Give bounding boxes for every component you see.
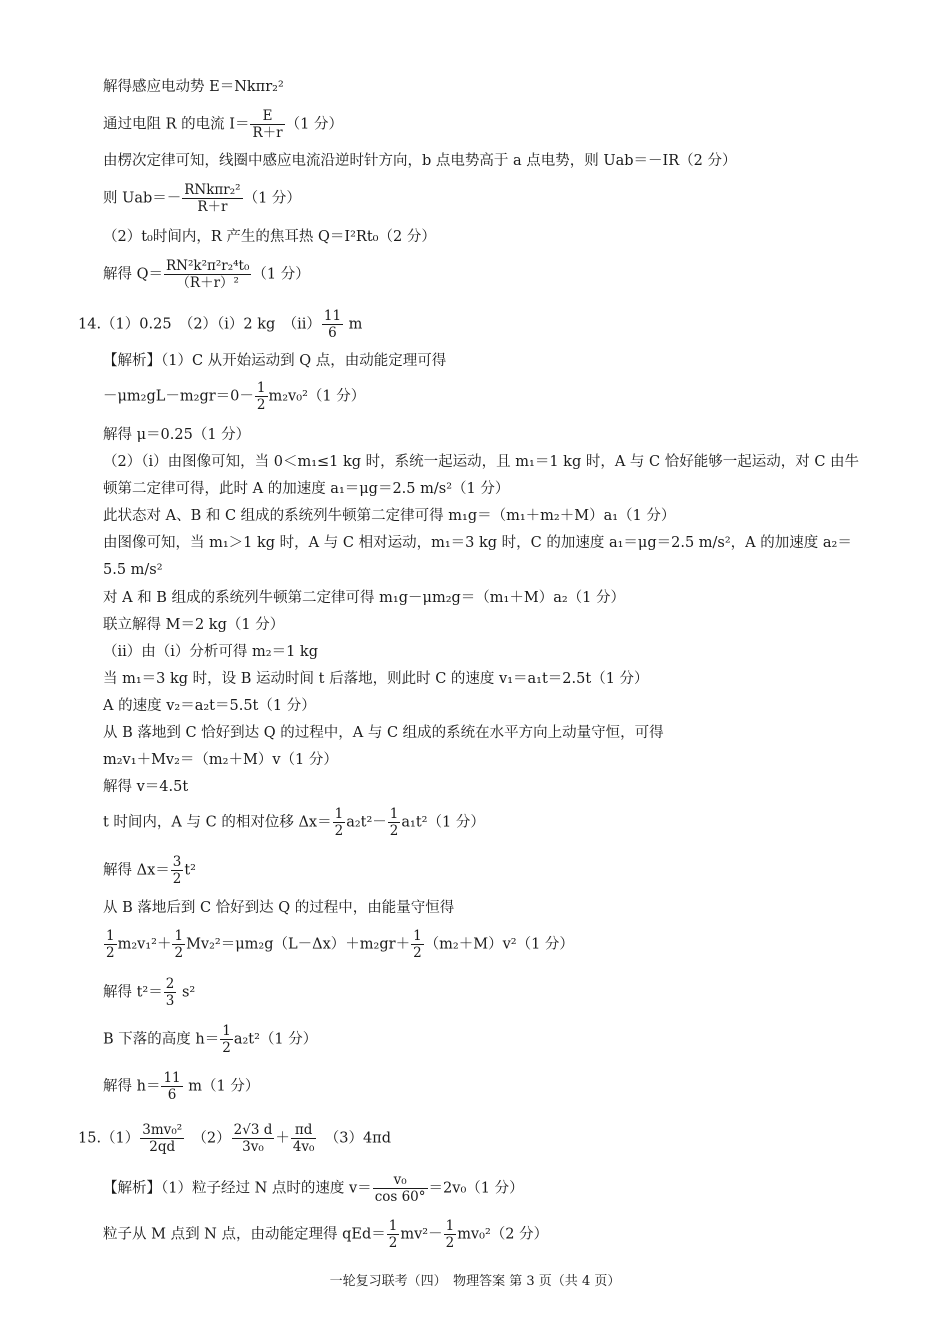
line-energy-theorem: －μm₂gL－m₂gr＝0－ $\frac{1}{2}$ m₂v₀²（1 分） bbox=[103, 380, 366, 413]
fraction: $\frac{11}{6}$ bbox=[163, 1070, 181, 1103]
fraction: $\frac{3}{2}$ bbox=[172, 854, 182, 887]
question-14-answers: 14.（1）0.25 （2）（ⅰ）2 kg （ⅱ） $\frac{11}{6}$ m bbox=[78, 308, 363, 341]
analysis-14-1: 【解析】（1）C 从开始运动到 Q 点，由动能定理可得 bbox=[103, 353, 447, 369]
fraction: $\frac{\pi d}{\text{4v₀}}$ bbox=[292, 1122, 315, 1155]
fraction: $\frac{2√3 d}{\text{3v₀}}$ bbox=[233, 1122, 273, 1155]
fraction: $\frac{1}{2}$ bbox=[256, 380, 266, 413]
line-2ii-d: 从 B 落地到 C 恰好到达 Q 的过程中，A 与 C 组成的系统在水平方向上动量守恒，可得 bbox=[103, 725, 664, 741]
page-footer: 一轮复习联考（四） 物理答案 第 3 页（共 4 页） bbox=[329, 1274, 621, 1289]
fraction: $\frac{\text{3mv₀²}}{2qd}$ bbox=[142, 1122, 183, 1155]
fraction: $\frac{\text{RNkπr₂²}}{R+r}$ bbox=[184, 182, 241, 215]
question-15-answers: 15.（1） $\frac{\text{3mv₀²}}{2qd}$ （2） $\frac{2√3 d}{\text{3v₀}}$ ＋ $\frac{\pi d}{\text{4v₀}}$ （3）4πd bbox=[78, 1122, 391, 1155]
line-h-result: 解得 h＝ $\frac{11}{6}$ m（1 分） bbox=[103, 1070, 260, 1103]
line-2i-a: （2）（ⅰ）由图像可知，当 0＜m₁≤1 kg 时，系统一起运动，且 m₁＝1 kg 时，A 与 C 恰好能够一起运动，对 C 由牛 bbox=[103, 454, 860, 470]
fraction: $\frac{\text{RN²k²π²r₂⁴t₀}}{\text{（R＋r）²}}$ bbox=[166, 258, 250, 291]
line-2ii-b: 当 m₁＝3 kg 时，设 B 运动时间 t 后落地，则此时 C 的速度 v₁＝a₁t＝2.5t（1 分） bbox=[103, 671, 649, 687]
line-2ii-e: m₂v₁＋Mv₂＝（m₂＋M）v（1 分） bbox=[103, 752, 338, 768]
fraction: $\frac{2}{3}$ bbox=[165, 976, 175, 1009]
line-2i-d: 由图像可知，当 m₁＞1 kg 时，A 与 C 相对运动，m₁＝3 kg 时，C 的加速度 a₁＝μg＝2.5 m/s²，A 的加速度 a₂＝ bbox=[103, 535, 852, 551]
line-2i-f: 对 A 和 B 组成的系统列牛顿第二定律可得 m₁g－μm₂g＝（m₁＋M）a₂（1 分） bbox=[103, 590, 625, 606]
line-delta-x: 解得 Δx＝ $\frac{3}{2}$ t² bbox=[103, 854, 196, 887]
line-energy-conservation: 从 B 落地后到 C 恰好到达 Q 的过程中，由能量守恒得 bbox=[103, 900, 455, 916]
line-energy-equation: $\frac{1}{2}$ m₂v₁²＋ $\frac{1}{2}$ Mv₂²＝μm₂g（L－Δx）＋m₂gr＋ $\frac{1}{2}$ （m₂＋M）v²（1 分） bbox=[106, 928, 574, 961]
fraction: $\frac{1}{2}$ bbox=[334, 806, 344, 839]
fraction: $\frac{E}{R+r}$ bbox=[252, 108, 283, 141]
fraction: $\frac{1}{2}$ bbox=[106, 928, 115, 961]
line-m-to-n: 粒子从 M 点到 N 点，由动能定理得 qEd＝ $\frac{1}{2}$ mv²－ $\frac{1}{2}$ mv₀²（2 分） bbox=[103, 1218, 549, 1251]
line-2ii-a: （ⅱ）由（ⅰ）分析可得 m₂＝1 kg bbox=[103, 644, 318, 660]
line-relative-displacement: t 时间内，A 与 C 的相对位移 Δx＝ $\frac{1}{2}$ a₂t²－ $\frac{1}{2}$ a₁t²（1 分） bbox=[103, 806, 485, 839]
line-2i-g: 联立解得 M＝2 kg（1 分） bbox=[103, 617, 285, 633]
line-t-squared: 解得 t²＝ $\frac{2}{3}$ s² bbox=[103, 976, 196, 1009]
fraction: $\frac{1}{2}$ bbox=[413, 928, 422, 961]
line-2ii-f: 解得 v＝4.5t bbox=[103, 779, 189, 795]
fraction: $\frac{\text{v₀}}{\cos 60^\circ}$ bbox=[374, 1172, 426, 1205]
analysis-15-1: 【解析】（1）粒子经过 N 点时的速度 v＝ $\frac{\text{v₀}}{\cos 60^\circ}$ ＝2v₀（1 分） bbox=[103, 1172, 524, 1205]
fraction: $\frac{11}{6}$ bbox=[323, 308, 342, 341]
fraction: $\frac{1}{2}$ bbox=[389, 806, 399, 839]
line-current: 通过电阻 R 的电流 I＝ $\frac{E}{R+r}$ （1 分） bbox=[103, 108, 343, 141]
fraction: $\frac{1}{2}$ bbox=[388, 1218, 398, 1251]
line-joule: （2）t₀时间内，R 产生的焦耳热 Q＝I²Rt₀（2 分） bbox=[103, 229, 436, 245]
fraction: $\frac{1}{2}$ bbox=[445, 1218, 455, 1251]
line-2i-b: 顿第二定律可得，此时 A 的加速度 a₁＝μg＝2.5 m/s²（1 分） bbox=[103, 481, 510, 497]
line-emf: 解得感应电动势 E＝Nkπr₂² bbox=[103, 79, 284, 95]
line-q: 解得 Q＝ $\frac{\text{RN²k²π²r₂⁴t₀}}{\text{（R＋r）²}}$ （1 分） bbox=[103, 258, 310, 291]
line-2i-c: 此状态对 A、B 和 C 组成的系统列牛顿第二定律可得 m₁g＝（m₁＋m₂＋M）a₁（1 分） bbox=[103, 508, 676, 524]
line-uab: 则 Uab＝－ $\frac{\text{RNkπr₂²}}{R+r}$ （1 分） bbox=[103, 182, 301, 215]
line-2ii-c: A 的速度 v₂＝a₂t＝5.5t（1 分） bbox=[103, 698, 316, 714]
line-fall-height: B 下落的高度 h＝ $\frac{1}{2}$ a₂t²（1 分） bbox=[103, 1023, 318, 1056]
line-2i-e: 5.5 m/s² bbox=[103, 562, 163, 578]
fraction: $\frac{1}{2}$ bbox=[174, 928, 184, 961]
fraction: $\frac{1}{2}$ bbox=[222, 1023, 231, 1056]
line-mu: 解得 μ＝0.25（1 分） bbox=[103, 427, 251, 443]
line-lenz: 由楞次定律可知，线圈中感应电流沿逆时针方向，b 点电势高于 a 点电势，则 Uab＝－IR（2 分） bbox=[103, 153, 737, 169]
